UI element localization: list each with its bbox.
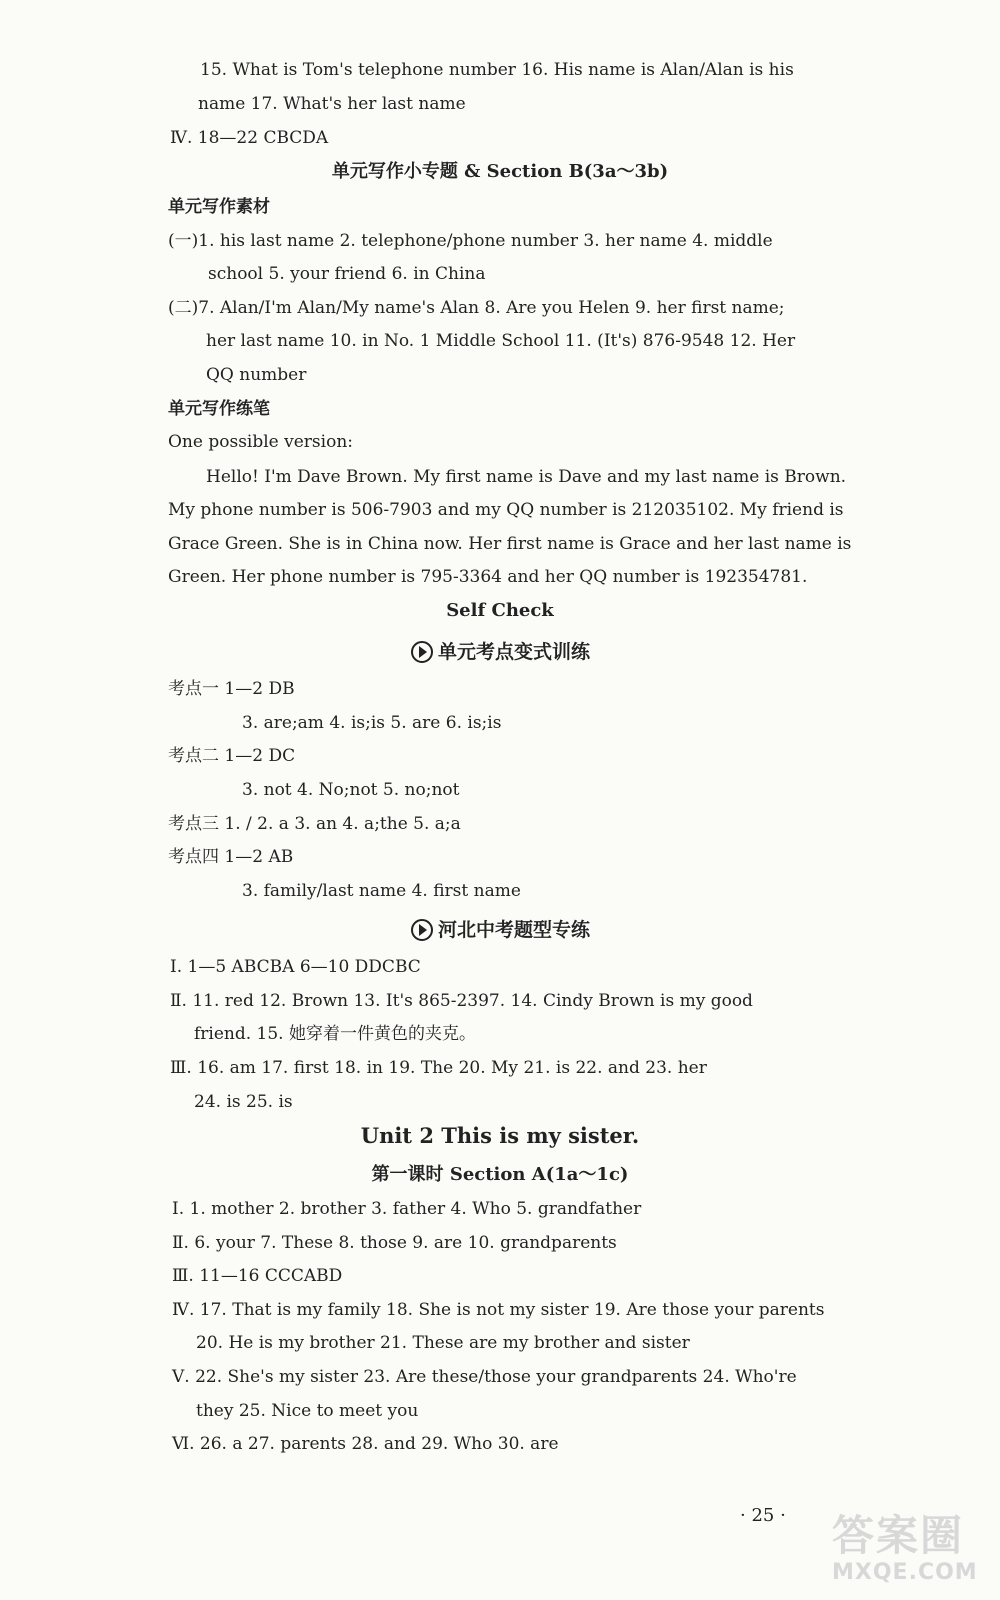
answer-line: Ⅳ. 18—22 CBCDA — [170, 128, 329, 148]
answer-line: Ⅳ. 17. That is my family 18. She is not my sister 19. Are those your parents — [172, 1300, 825, 1320]
answer-line: QQ number — [206, 365, 307, 385]
answer-line: Ⅲ. 16. am 17. first 18. in 19. The 20. My 21. is 22. and 23. her — [170, 1058, 707, 1078]
answer-line: 考点三 1. / 2. a 3. an 4. a;the 5. a;a — [168, 814, 461, 834]
section-heading: Self Check — [446, 600, 554, 621]
subsection-heading: 单元写作素材 — [168, 197, 270, 217]
essay-line: My phone number is 506-7903 and my QQ number is 212035102. My friend is — [168, 500, 844, 520]
arrow-circle-icon — [410, 918, 434, 942]
section-heading: 单元写作小专题 & Section B(3a～3b) — [331, 161, 669, 182]
banner-heading — [0, 640, 1000, 664]
answer-line: Ⅱ. 11. red 12. Brown 13. It's 865-2397. 14. Cindy Brown is my good — [170, 991, 753, 1011]
answer-line: 考点二 1—2 DC — [168, 746, 296, 766]
watermark-top: 答案圈 — [832, 1511, 965, 1560]
answer-line: school 5. your friend 6. in China — [208, 264, 486, 284]
answer-line: Ⅰ. 1—5 ABCBA 6—10 DDCBC — [170, 957, 421, 977]
answer-line: Ⅲ. 11—16 CCCABD — [172, 1266, 343, 1286]
banner-label: 单元考点变式训练 — [437, 641, 590, 663]
essay-line: Grace Green. She is in China now. Her first name is Grace and her last name is — [168, 534, 852, 554]
answer-line: Ⅴ. 22. She's my sister 23. Are these/those your grandparents 24. Who're — [172, 1367, 797, 1387]
answer-line: (二)7. Alan/I'm Alan/My name's Alan 8. Are you Helen 9. her first name; — [168, 298, 785, 318]
answer-line: 3. are;am 4. is;is 5. are 6. is;is — [242, 713, 502, 733]
lesson-heading: 第一课时 Section A(1a～1c) — [371, 1164, 629, 1185]
essay-line: Green. Her phone number is 795-3364 and her QQ number is 192354781. — [168, 567, 808, 587]
answer-line: Ⅵ. 26. a 27. parents 28. and 29. Who 30. are — [172, 1434, 559, 1454]
watermark-bottom: MXQE.COM — [832, 1560, 978, 1585]
watermark-logo — [832, 1512, 982, 1592]
answer-line: 3. not 4. No;not 5. no;not — [242, 780, 460, 800]
banner-label: 河北中考题型专练 — [437, 919, 590, 941]
answer-line: her last name 10. in No. 1 Middle School 11. (It's) 876-9548 12. Her — [206, 331, 796, 351]
essay-line: Hello! I'm Dave Brown. My first name is Dave and my last name is Brown. — [206, 467, 847, 487]
banner-heading — [0, 918, 1000, 942]
unit-title: Unit 2 This is my sister. — [360, 1123, 640, 1148]
answer-line: Ⅱ. 6. your 7. These 8. those 9. are 10. grandparents — [172, 1233, 617, 1253]
answer-line: 24. is 25. is — [194, 1092, 293, 1112]
answer-line: 考点四 1—2 AB — [168, 847, 294, 867]
answer-line: 20. He is my brother 21. These are my brother and sister — [196, 1333, 690, 1353]
answer-line: name 17. What's her last name — [198, 94, 466, 114]
answer-line: 3. family/last name 4. first name — [242, 881, 521, 901]
answer-line: 15. What is Tom's telephone number 16. His name is Alan/Alan is his — [200, 60, 794, 80]
answer-line: they 25. Nice to meet you — [196, 1401, 419, 1421]
answer-line: friend. 15. 她穿着一件黄色的夹克。 — [194, 1024, 476, 1044]
answer-line: Ⅰ. 1. mother 2. brother 3. father 4. Who 5. grandfather — [172, 1199, 642, 1219]
page-number: · 25 · — [740, 1505, 786, 1526]
subsection-heading: 单元写作练笔 — [168, 399, 270, 419]
answer-line: (一)1. his last name 2. telephone/phone number 3. her name 4. middle — [168, 231, 773, 251]
answer-line: 考点一 1—2 DB — [168, 679, 295, 699]
arrow-circle-icon — [410, 640, 434, 664]
answer-line: One possible version: — [168, 432, 353, 452]
